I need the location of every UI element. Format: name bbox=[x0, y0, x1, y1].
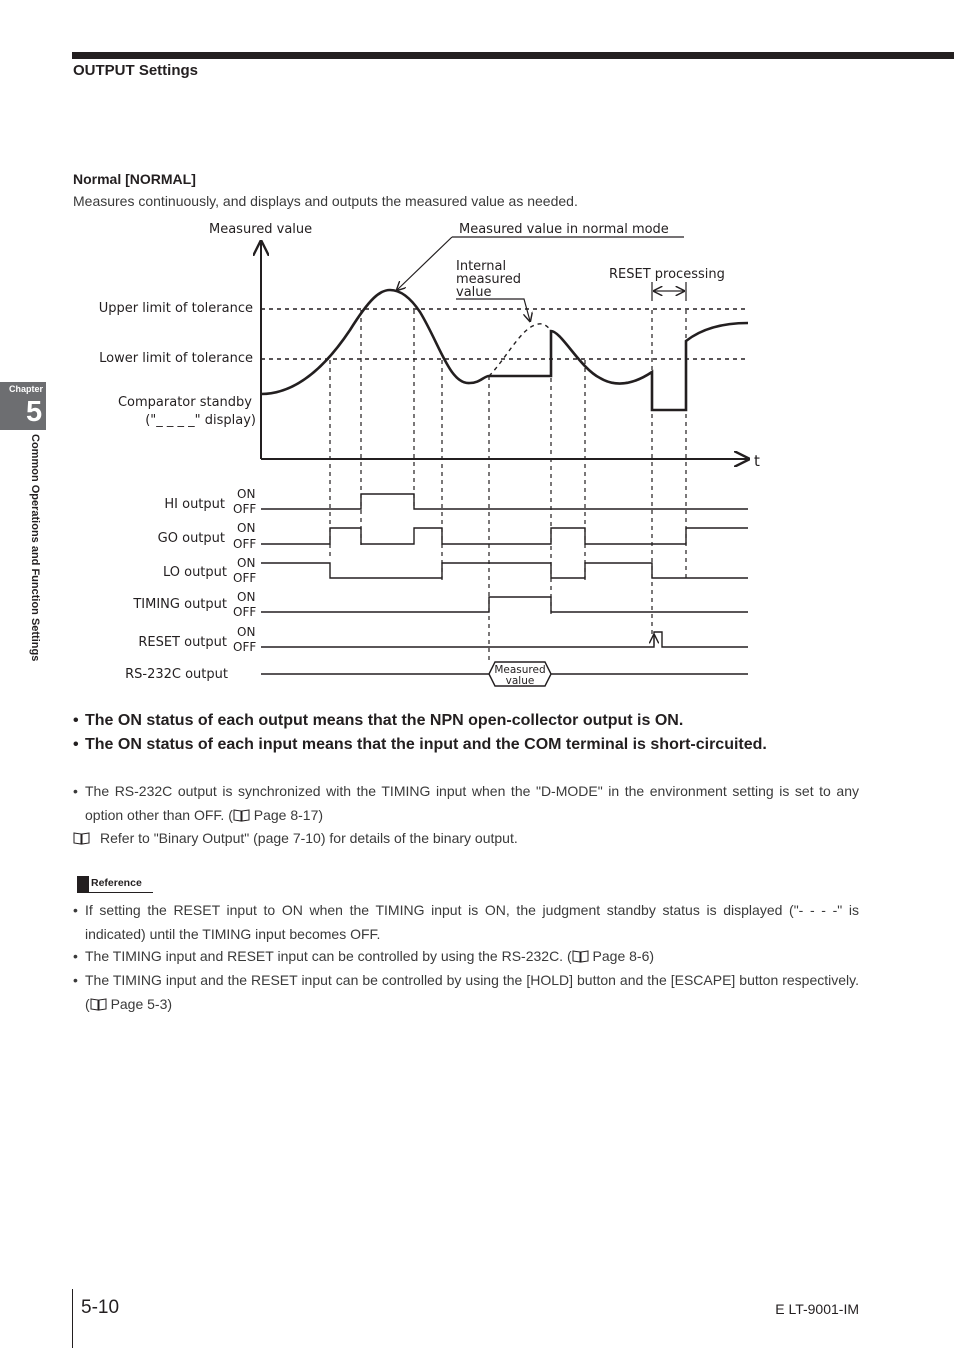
standby-display-label: ("_ _ _ _" display) bbox=[145, 413, 256, 428]
book-icon bbox=[90, 998, 107, 1011]
x-axis-label: t bbox=[754, 452, 760, 470]
section-title: OUTPUT Settings bbox=[73, 62, 199, 79]
reference-text: If setting the RESET input to ON when the TIMING input is ON, the judgment standby status is displayed ("- - - -" is indicated) until the TIMING input becomes OFF. bbox=[85, 902, 859, 942]
off-label-timing: OFF bbox=[233, 605, 257, 619]
signal-label-reset: RESET output bbox=[138, 635, 227, 650]
bullet-dot: • bbox=[73, 783, 78, 799]
waveform-timing bbox=[261, 597, 748, 612]
bullet-dot: • bbox=[73, 712, 79, 729]
note-rs232c: • The RS-232C output is synchronized with the TIMING input when the "D-MODE" in the environment setting is set to any option other than OFF. ( Page 8-17) bbox=[73, 780, 859, 827]
book-icon bbox=[572, 950, 589, 963]
signal-label-hi: HI output bbox=[164, 497, 225, 512]
bullet-dot: • bbox=[73, 902, 78, 918]
reference-text: The TIMING input and RESET input can be controlled by using the RS-232C. bbox=[85, 948, 564, 964]
waveform-lo bbox=[261, 563, 748, 578]
reference-badge-underline bbox=[89, 892, 153, 893]
reference-item-2: • The TIMING input and RESET input can be controlled by using the RS-232C. ( Page 8-6) bbox=[73, 945, 859, 969]
signal-label-rs232c: RS-232C output bbox=[125, 667, 228, 682]
internal-callout-line-2: measured bbox=[456, 272, 521, 287]
standby-label: Comparator standby bbox=[117, 395, 252, 410]
chapter-number: 5 bbox=[26, 396, 43, 428]
reset-processing-label: RESET processing bbox=[609, 267, 725, 282]
footer-rule bbox=[72, 1289, 73, 1348]
reference-badge-label: Reference bbox=[91, 877, 142, 889]
book-icon bbox=[73, 832, 90, 845]
reference-badge-bar bbox=[77, 876, 89, 893]
on-label-go: ON bbox=[237, 521, 256, 535]
mode-heading: Normal [NORMAL] bbox=[73, 171, 196, 187]
bullet-text: The ON status of each output means that the NPN open-collector output is ON. bbox=[85, 712, 684, 729]
packet-label-1: Measured bbox=[494, 664, 546, 676]
off-label-go: OFF bbox=[233, 537, 257, 551]
upper-limit-label: Upper limit of tolerance bbox=[98, 301, 253, 316]
chapter-label: Chapter bbox=[9, 384, 44, 394]
bullet-dot: • bbox=[73, 972, 78, 988]
internal-callout-line-3: value bbox=[456, 285, 492, 300]
signal-label-timing: TIMING output bbox=[133, 597, 227, 612]
bold-bullet-1 bbox=[73, 709, 859, 733]
signal-label-lo: LO output bbox=[162, 565, 227, 580]
on-label-lo: ON bbox=[237, 556, 256, 570]
bold-bullet-2 bbox=[73, 733, 859, 757]
header-rule bbox=[72, 52, 954, 59]
waveform-hi bbox=[261, 494, 748, 509]
off-label-lo: OFF bbox=[233, 571, 257, 585]
note-text: The RS-232C output is synchronized with the TIMING input when the "D-MODE" in the environment setting is set to any option other than OFF. bbox=[85, 783, 859, 823]
on-label-reset: ON bbox=[237, 625, 256, 639]
chapter-title: Common Operations and Function Settings bbox=[29, 434, 41, 662]
normal-callout-arrow bbox=[397, 237, 452, 290]
on-label-hi: ON bbox=[237, 487, 256, 501]
signal-label-go: GO output bbox=[157, 531, 225, 546]
normal-callout-label: Measured value in normal mode bbox=[459, 222, 669, 237]
internal-callout-arrow bbox=[456, 299, 530, 321]
off-label-hi: OFF bbox=[233, 502, 257, 516]
reference-item-1 bbox=[73, 899, 859, 946]
bullet-dot: • bbox=[73, 736, 79, 753]
document-code: E LT-9001-IM bbox=[775, 1301, 859, 1317]
waveform-reset bbox=[261, 632, 748, 647]
page-ref: Page 8-6) bbox=[592, 948, 655, 964]
book-icon bbox=[233, 809, 250, 822]
page-ref: Page 8-17) bbox=[253, 806, 324, 823]
reference-text: The TIMING input and the RESET input can be controlled by using the [HOLD] button and the [ESCAPE] button respectively. bbox=[85, 972, 859, 988]
timing-diagram bbox=[0, 210, 954, 690]
page-number: 5-10 bbox=[81, 1297, 120, 1318]
bullet-dot: • bbox=[73, 948, 78, 964]
internal-value-curve bbox=[489, 324, 551, 376]
mode-description: Measures continuously, and displays and outputs the measured value as needed. bbox=[73, 193, 578, 209]
measured-value-curve bbox=[261, 290, 748, 410]
page-ref: Page 5-3) bbox=[110, 995, 173, 1012]
reference-item-3: • The TIMING input and the RESET input can be controlled by using the [HOLD] button and the [ESCAPE] button respectively. ( Page 5-3) bbox=[73, 969, 859, 1016]
note-text: Refer to "Binary Output" (page 7-10) for details of the binary output. bbox=[100, 830, 518, 846]
reference-badge bbox=[77, 876, 155, 893]
bullet-text: The ON status of each input means that the input and the COM terminal is short-circuited. bbox=[85, 736, 767, 753]
off-label-reset: OFF bbox=[233, 640, 257, 654]
on-label-timing: ON bbox=[237, 590, 256, 604]
lower-limit-label: Lower limit of tolerance bbox=[99, 351, 253, 366]
packet-label-2: value bbox=[505, 675, 535, 687]
event-lines bbox=[330, 310, 686, 664]
internal-callout-line-1: Internal bbox=[456, 259, 507, 274]
waveform-go bbox=[261, 528, 748, 544]
note-binary-output bbox=[73, 827, 859, 851]
y-axis-label: Measured value bbox=[209, 222, 313, 237]
